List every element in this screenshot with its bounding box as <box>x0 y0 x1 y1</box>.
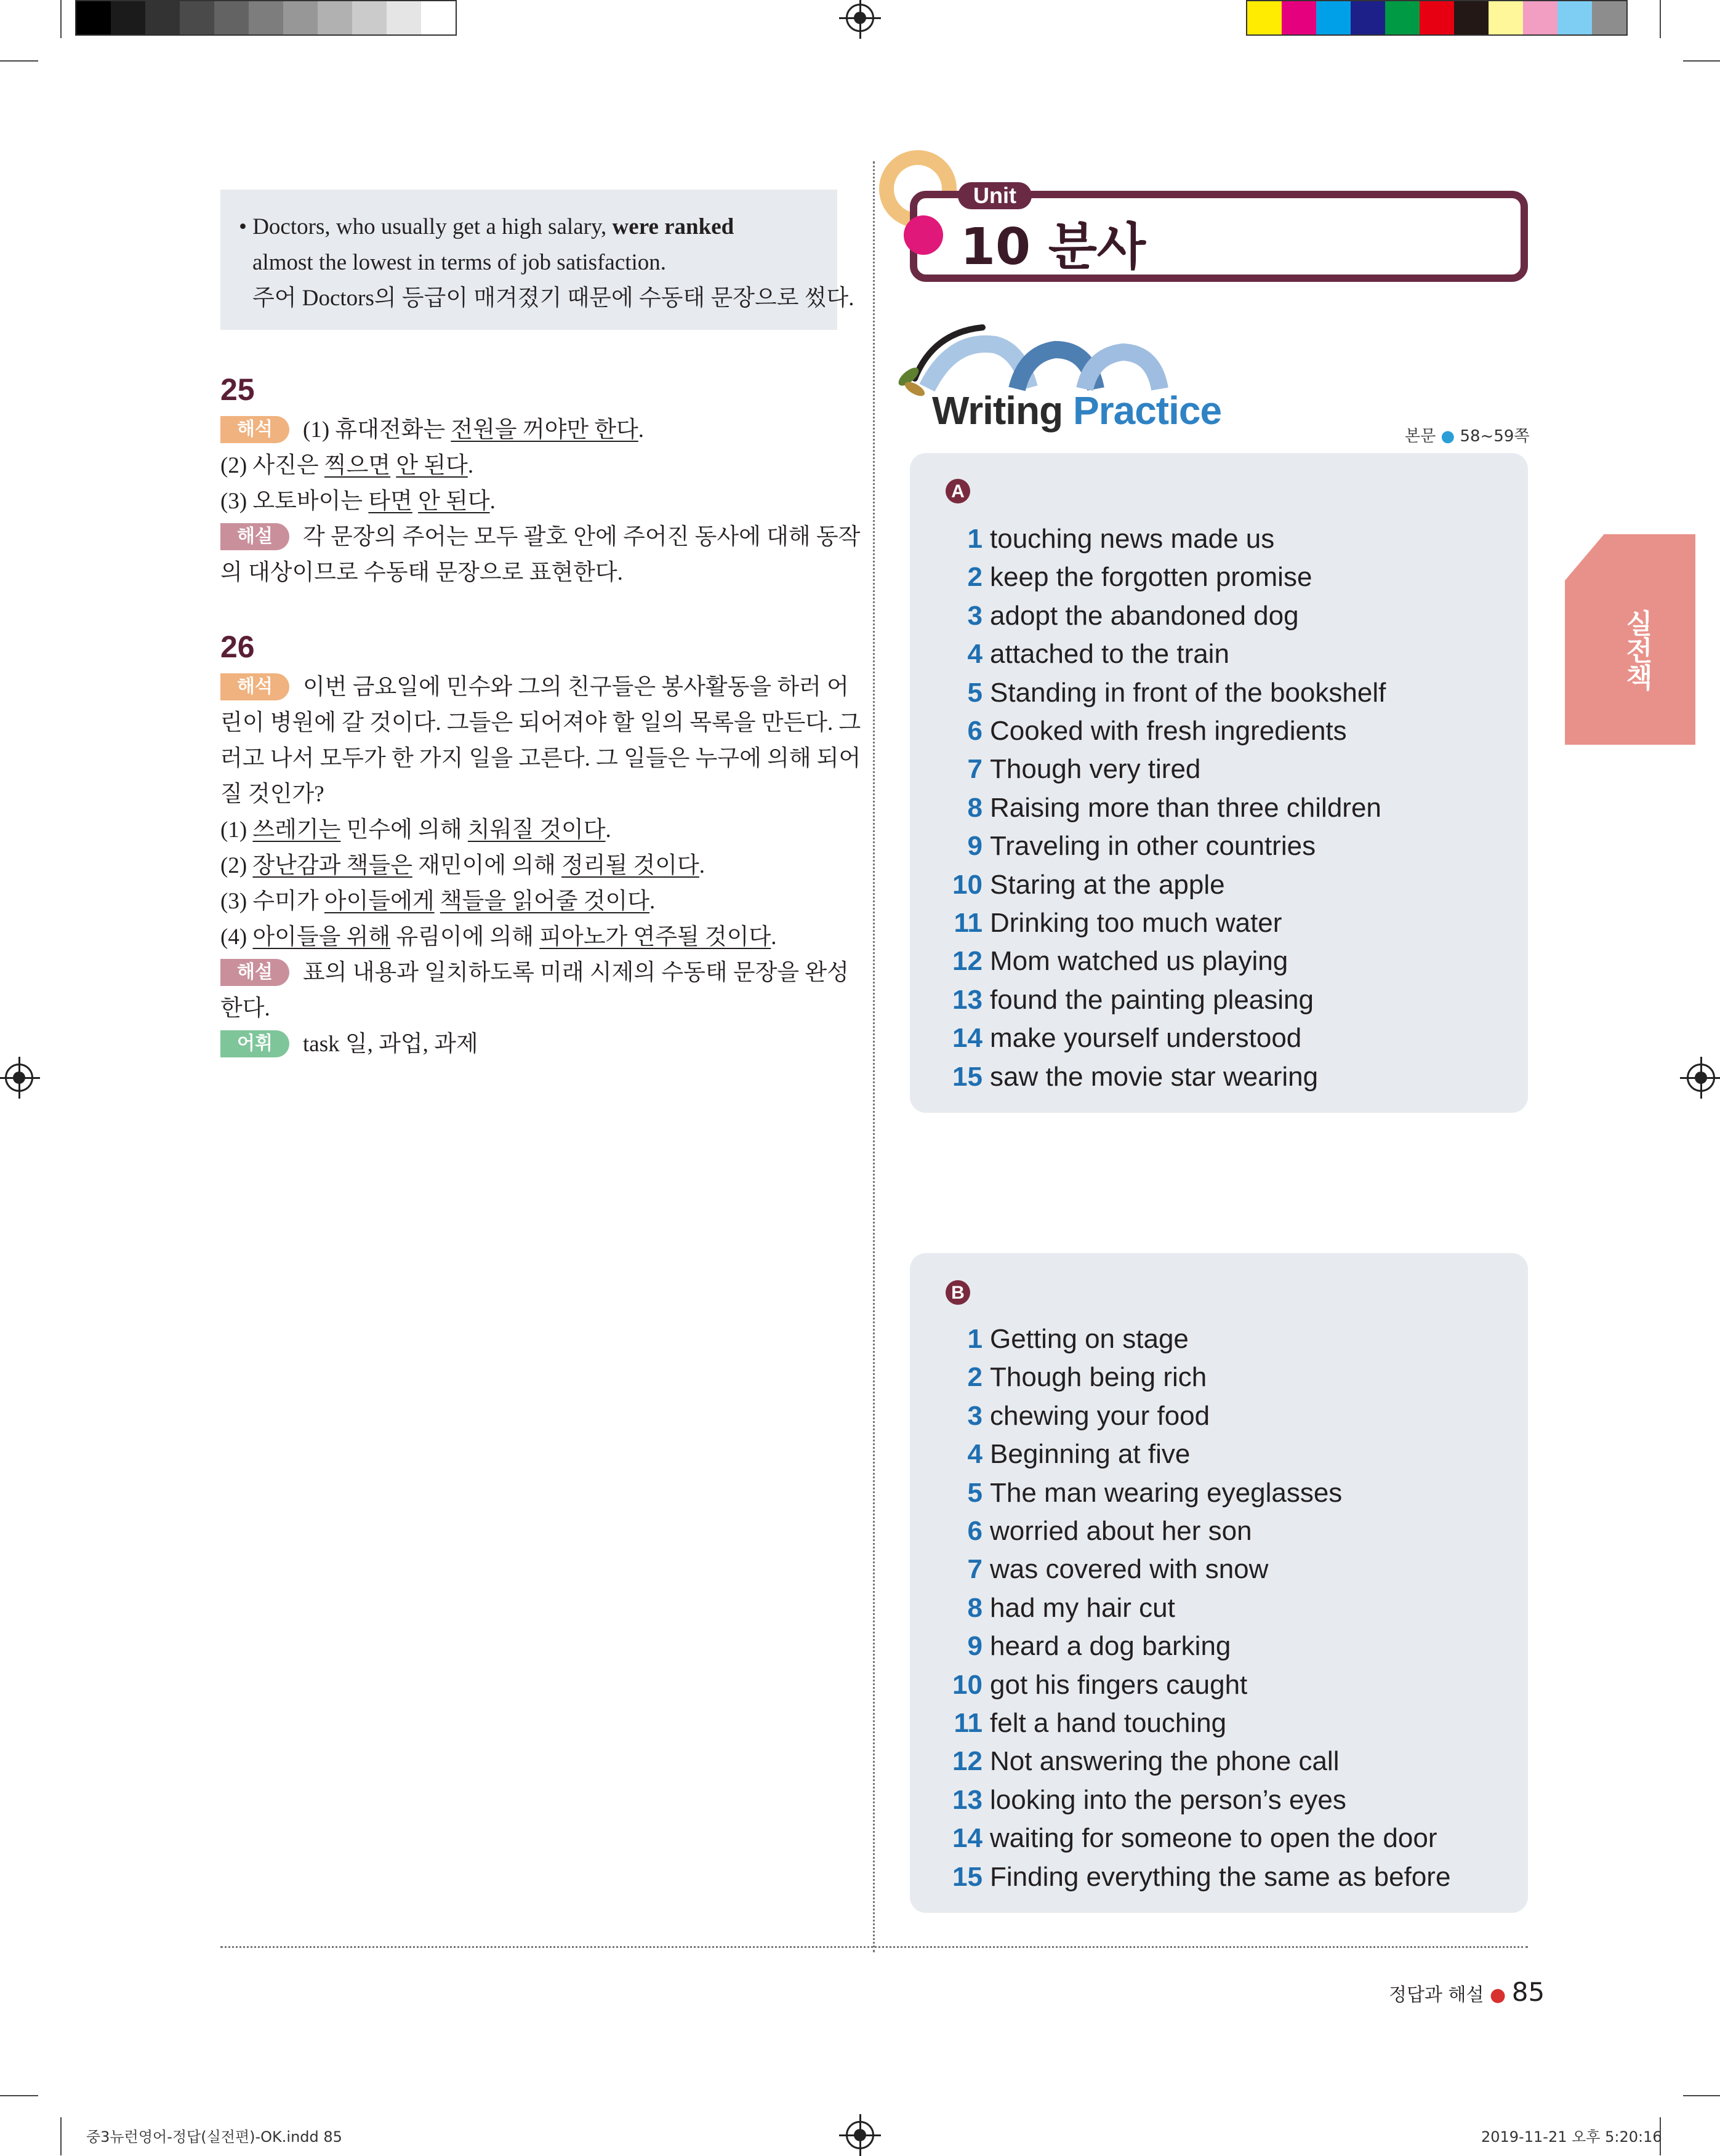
answer-number: 13 <box>952 984 983 1015</box>
answer-number: 3 <box>967 1400 983 1431</box>
answer-item <box>948 1436 1502 1473</box>
answer-text: Finding everything the same as before <box>990 1861 1451 1892</box>
page-footer: 정답과 해설 ● 85 <box>1389 1977 1545 2007</box>
answer-text: Staring at the apple <box>990 869 1225 900</box>
answer-text: Drinking too much water <box>990 908 1282 938</box>
crop-mark <box>1683 2095 1720 2096</box>
note-line-3: 주어 Doctors의 등급이 매겨졌기 때문에 수동태 문장으로 썼다. <box>252 286 854 311</box>
answer-number: 14 <box>952 1023 983 1054</box>
color-swatch <box>352 1 387 34</box>
answer-item <box>948 598 1502 635</box>
answer-item <box>948 982 1502 1019</box>
color-swatch <box>421 1 456 34</box>
q26-translation-2: 린이 병원에 갈 것이다. 그들은 되어져야 할 일의 목록을 만든다. 그 <box>220 710 861 735</box>
date-slug: 2019-11-21 오후 5:20:16 <box>1481 2128 1662 2146</box>
answer-text: Not answering the phone call <box>990 1746 1340 1777</box>
answer-item <box>948 521 1502 558</box>
answer-item <box>948 1475 1502 1512</box>
q25-translation-1: 해석 (1) 휴대전화는 전원을 꺼야만 한다. <box>220 412 837 448</box>
q26-answer-4: (4) 아이들을 위해 유림이에 의해 피아노가 연주될 것이다. <box>220 924 777 950</box>
answer-number: 9 <box>967 831 983 862</box>
vocabulary-tag: 어휘 <box>220 1030 289 1057</box>
answer-item <box>948 636 1502 673</box>
q25-explanation-1: 해설 각 문장의 주어는 모두 괄호 안에 주어진 동사에 대해 동작 <box>220 519 837 555</box>
side-tab-label: 실전책 <box>1621 609 1652 691</box>
answer-text: Beginning at five <box>990 1439 1191 1470</box>
q26-explanation-2: 한다. <box>220 996 270 1021</box>
explanation-tag: 해설 <box>220 523 289 550</box>
question-number-25: 25 <box>220 372 255 407</box>
answer-item <box>948 1743 1502 1780</box>
answer-text: make yourself understood <box>990 1023 1302 1054</box>
file-slug: 중3뉴런영어-정답(실전편)-OK.indd 85 <box>86 2128 342 2146</box>
writing-practice-title: Writing Practice <box>932 388 1222 433</box>
registration-mark-icon <box>846 4 874 32</box>
answer-text: The man wearing eyeglasses <box>990 1477 1343 1508</box>
answer-item <box>948 1020 1502 1057</box>
color-swatch <box>1592 1 1626 34</box>
answer-item <box>948 790 1502 827</box>
color-swatch <box>1557 1 1592 34</box>
note-line-2: almost the lowest in terms of job satisfaction. <box>252 250 667 275</box>
q26-translation-1: 해석 이번 금요일에 민수와 그의 친구들은 봉사활동을 하러 어 <box>220 670 837 705</box>
column-divider <box>873 161 875 1952</box>
q25-explanation-2: 의 대상이므로 수동태 문장으로 표현한다. <box>220 560 623 585</box>
answer-number: 15 <box>952 1061 983 1092</box>
answer-item <box>948 1059 1502 1096</box>
explanation-tag: 해설 <box>220 959 289 986</box>
answer-item <box>948 751 1502 788</box>
answer-text: heard a dog barking <box>990 1631 1231 1662</box>
answer-item <box>948 828 1502 865</box>
color-swatch <box>145 1 180 34</box>
q26-answer-1: (1) 쓰레기는 민수에 의해 치워질 것이다. <box>220 817 611 843</box>
answer-text: waiting for someone to open the door <box>990 1823 1437 1854</box>
q26-answer-3: (3) 수미가 아이들에게 책들을 읽어줄 것이다. <box>220 889 656 914</box>
color-swatch <box>1489 1 1523 34</box>
color-swatch <box>1454 1 1489 34</box>
answer-number: 7 <box>967 1554 983 1585</box>
crop-mark <box>0 60 38 62</box>
answer-text: had my hair cut <box>990 1592 1175 1623</box>
color-swatch <box>1247 1 1282 34</box>
answer-number: 6 <box>967 1516 983 1546</box>
section-a-badge: A <box>946 479 970 503</box>
answer-number: 8 <box>967 792 983 823</box>
registration-mark-icon <box>5 1064 33 1092</box>
answer-item <box>948 1513 1502 1550</box>
answer-item <box>948 1705 1502 1742</box>
answer-number: 6 <box>967 716 983 746</box>
answer-number: 12 <box>952 1746 983 1777</box>
answer-number: 10 <box>952 1669 983 1700</box>
answer-item <box>948 1590 1502 1627</box>
color-swatch <box>1385 1 1420 34</box>
answer-number: 5 <box>967 1477 983 1508</box>
answer-number: 11 <box>954 1708 983 1738</box>
color-swatch <box>283 1 318 34</box>
registration-mark-icon <box>846 2121 874 2149</box>
answer-number: 2 <box>967 562 983 593</box>
crop-mark <box>60 0 62 38</box>
answer-number: 3 <box>967 600 983 631</box>
answer-item <box>948 1859 1502 1896</box>
color-swatch <box>318 1 352 34</box>
color-swatch <box>1351 1 1385 34</box>
crop-mark <box>1660 0 1661 38</box>
answer-item <box>948 1782 1502 1819</box>
answer-number: 2 <box>967 1362 983 1393</box>
answer-text: Traveling in other countries <box>990 831 1316 862</box>
q26-translation-4: 질 것인가? <box>220 782 324 807</box>
q25-translation-2: (2) 사진은 찍으면 안 된다. <box>220 453 474 478</box>
bottom-divider <box>220 1946 1528 1948</box>
answer-number: 7 <box>967 754 983 785</box>
answer-text: was covered with snow <box>990 1554 1269 1585</box>
answer-text: worried about her son <box>990 1516 1252 1546</box>
answer-number: 12 <box>952 946 983 977</box>
answer-number: 11 <box>954 908 983 938</box>
answer-number: 15 <box>952 1861 983 1892</box>
question-number-26: 26 <box>220 630 255 664</box>
unit-title: 10 분사 <box>960 218 1146 276</box>
answer-text: Standing in front of the bookshelf <box>990 677 1386 708</box>
page-number: 85 <box>1511 1977 1545 2007</box>
translation-tag: 해석 <box>220 416 289 443</box>
answer-text: keep the forgotten promise <box>990 562 1312 593</box>
answer-text: Mom watched us playing <box>990 946 1288 977</box>
answer-text: looking into the person’s eyes <box>990 1784 1346 1815</box>
answer-item <box>948 559 1502 596</box>
unit-label: Unit <box>958 182 1032 209</box>
answer-number: 8 <box>967 1592 983 1623</box>
note-line-1: • Doctors, who usually get a high salary, were ranked <box>239 214 734 239</box>
answer-text: Though very tired <box>990 754 1201 785</box>
answer-number: 10 <box>952 869 983 900</box>
q26-vocabulary: 어휘 task 일, 과업, 과제 <box>220 1027 837 1062</box>
registration-mark-icon <box>1687 1064 1715 1092</box>
color-swatch <box>1282 1 1316 34</box>
answer-item <box>948 1359 1502 1396</box>
color-swatch <box>214 1 249 34</box>
color-swatch <box>1316 1 1351 34</box>
explanation-note-box <box>220 190 854 330</box>
answer-number: 14 <box>952 1823 983 1854</box>
answer-item <box>948 943 1502 980</box>
answer-number: 9 <box>967 1631 983 1662</box>
answer-number: 4 <box>967 1439 983 1470</box>
answer-item <box>948 713 1502 750</box>
color-swatch <box>249 1 283 34</box>
q26-explanation-1: 해설 표의 내용과 일치하도록 미래 시제의 수동태 문장을 완성 <box>220 955 837 991</box>
answer-text: attached to the train <box>990 639 1229 670</box>
color-swatch <box>76 1 111 34</box>
textbook-page-reference: 본문 ● 58~59쪽 <box>1405 427 1530 446</box>
translation-tag: 해석 <box>220 673 289 700</box>
answer-text: Getting on stage <box>990 1324 1189 1354</box>
color-swatch <box>1420 1 1454 34</box>
answer-text: Cooked with fresh ingredients <box>990 716 1347 746</box>
answer-text: chewing your food <box>990 1400 1210 1431</box>
answer-number: 13 <box>952 1784 983 1815</box>
answer-text: felt a hand touching <box>990 1708 1227 1738</box>
answer-item <box>948 905 1502 942</box>
answer-number: 5 <box>967 677 983 708</box>
answer-item <box>948 867 1502 904</box>
answer-text: Raising more than three children <box>990 792 1381 823</box>
answer-item <box>948 1551 1502 1588</box>
crop-mark <box>1683 60 1720 62</box>
q26-answer-2: (2) 장난감과 책들은 재민이에 의해 정리될 것이다. <box>220 853 705 878</box>
answer-number: 4 <box>967 639 983 670</box>
color-swatch <box>111 1 145 34</box>
unit-dot-decoration <box>904 215 943 255</box>
answer-number: 1 <box>967 1324 983 1354</box>
crop-mark <box>0 2095 38 2096</box>
answer-text: got his fingers caught <box>990 1669 1248 1700</box>
answer-item <box>948 1820 1502 1857</box>
answer-item <box>948 675 1502 711</box>
answer-text: adopt the abandoned dog <box>990 600 1299 631</box>
note-bold-phrase: were ranked <box>612 214 734 239</box>
q25-translation-3: (3) 오토바이는 타면 안 된다. <box>220 489 496 514</box>
answer-item <box>948 1321 1502 1358</box>
crop-mark <box>60 2117 62 2155</box>
answer-item <box>948 1667 1502 1704</box>
color-swatch <box>180 1 214 34</box>
process-color-bar <box>1246 0 1628 36</box>
section-b-badge: B <box>946 1280 970 1305</box>
answer-number: 1 <box>967 524 983 554</box>
color-swatch <box>387 1 421 34</box>
answer-item <box>948 1398 1502 1435</box>
answer-item <box>948 1628 1502 1665</box>
gray-color-bar <box>75 0 457 36</box>
answer-text: touching news made us <box>990 524 1275 554</box>
answer-text: found the painting pleasing <box>990 984 1314 1015</box>
color-swatch <box>1523 1 1557 34</box>
q26-translation-3: 러고 나서 모두가 한 가지 일을 고른다. 그 일들은 누구에 의해 되어 <box>220 746 861 771</box>
answer-text: Though being rich <box>990 1362 1207 1393</box>
answer-text: saw the movie star wearing <box>990 1061 1319 1092</box>
